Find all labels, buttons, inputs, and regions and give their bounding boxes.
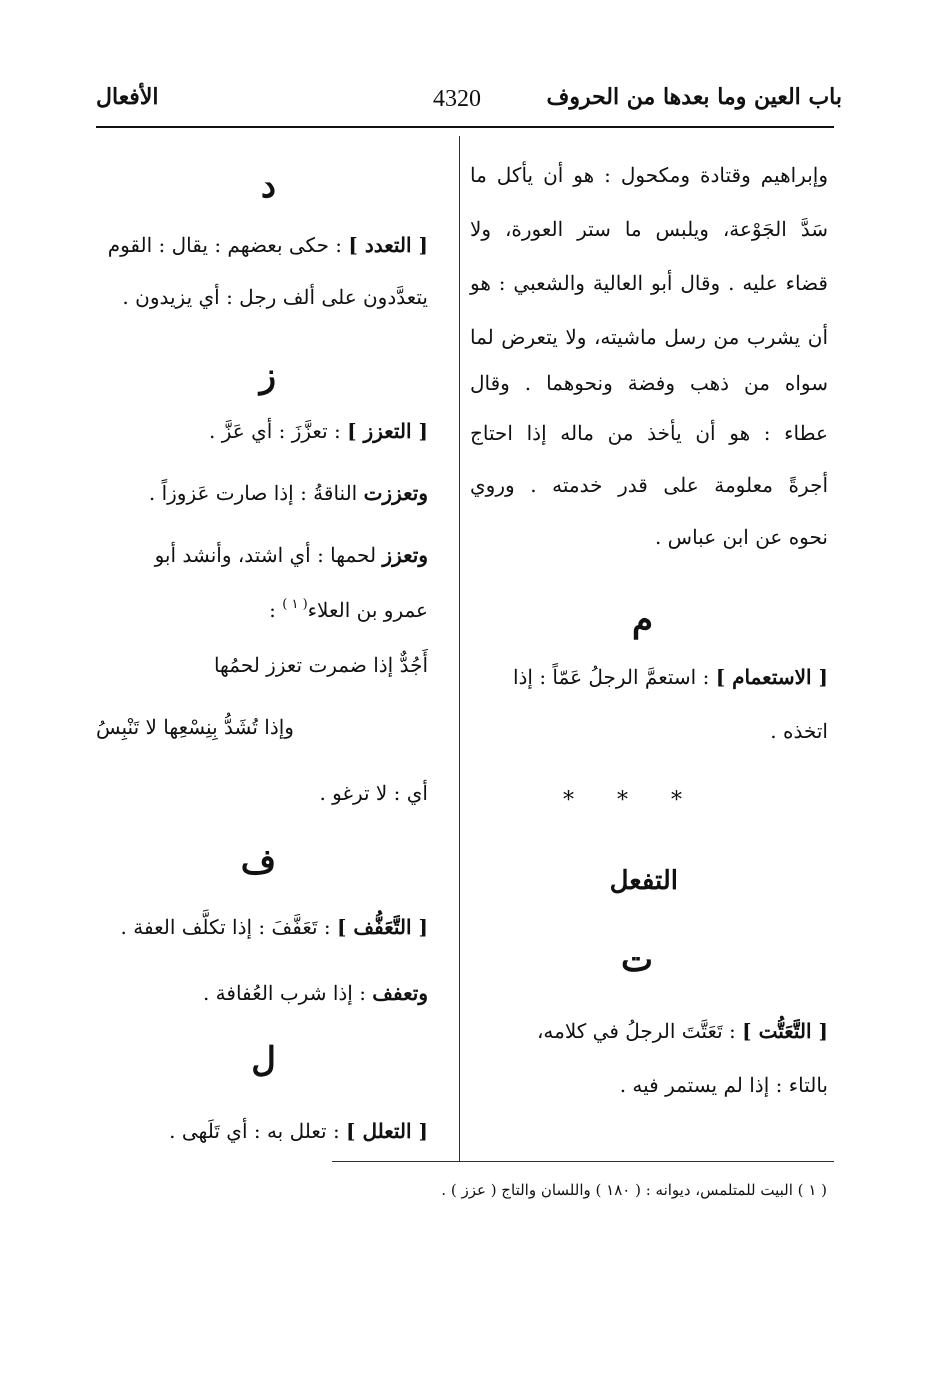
footnote-reference: ( ١ ) <box>282 597 308 612</box>
text-line: سواه من ذهب وفضة ونحوهما . وقال <box>470 371 828 395</box>
entry-headword: [ التعدد ] <box>348 233 428 257</box>
letter-heading-mim: م <box>631 600 653 640</box>
footnote-rule <box>332 1161 834 1162</box>
entry-text: : حكى بعضهم : يقال : القوم <box>107 233 343 257</box>
entry-text: : إذا شرب العُفافة . <box>202 981 366 1005</box>
text-line: بالتاء : إذا لم يستمر فيه . <box>619 1073 828 1097</box>
entry-headword: [ الاستعمام ] <box>715 665 828 689</box>
letter-heading-ta: ت <box>620 940 653 980</box>
entry-headword: وتعزز <box>382 543 428 567</box>
column-divider <box>459 136 460 1161</box>
text-line: أن يشرب من رسل ماشيته، ولا يتعرض لما <box>470 325 829 349</box>
entry-taallul <box>169 1116 428 1146</box>
entry-uffafa <box>203 978 428 1008</box>
running-head-chapter: باب العين وما بعدها من الحروف <box>546 84 842 110</box>
running-head-section: الأفعال <box>96 84 159 110</box>
entry-headword: [ التَّعَفُّف ] <box>336 915 428 939</box>
text-line: سَدَّ الجَوْعة، ويلبس ما ستر العورة، ولا <box>470 217 828 241</box>
header-rule <box>96 126 834 128</box>
entry-naqa <box>149 478 428 508</box>
verse-line-1: أَجُدٌّ إذا ضمرت تعزز لحمُها <box>213 653 428 677</box>
text-line: نحوه عن ابن عباس . <box>654 525 828 549</box>
text-line: وإبراهيم وقتادة ومكحول : هو أن يأكل ما <box>470 163 828 187</box>
section-separator-stars: * * * <box>563 788 700 813</box>
entry-text: : تَعَتَّتَ الرجلُ في كلامه، <box>536 1019 736 1043</box>
section-title: التفعل <box>609 866 678 896</box>
letter-heading-fa: ف <box>240 842 276 882</box>
text-line: أجرةً معلومة على قدر خدمته . وروي <box>470 473 828 497</box>
entry-headword: [ التَّعَتُّت ] <box>742 1019 828 1043</box>
text-line <box>269 590 428 625</box>
entry-text: عمرو بن العلاء <box>307 598 428 622</box>
footnote: ( ١ ) البيت للمتلمس، ديوانه : ( ١٨٠ ) واللسان والتاج ( عزز ) . <box>441 1181 827 1199</box>
text-line: قضاء عليه . وقال أبو العالية والشعبي : هو <box>470 271 828 295</box>
entry-headword: وتعززت <box>363 481 428 505</box>
entry-text: : تَعَفَّفَ : إذا تكلَّف العفة . <box>120 915 331 939</box>
letter-heading-lam: ل <box>251 1040 276 1080</box>
entry-text: لحمها : أي اشتد، وأنشد أبو <box>154 543 377 567</box>
entry-lahm <box>155 540 428 570</box>
verse-gloss: أي : لا ترغو . <box>319 781 428 805</box>
entry-text: : تعزَّزَ : أي عَزَّ . <box>209 419 341 443</box>
entry-headword: [ التعزز ] <box>347 419 428 443</box>
letter-heading-zay: ز <box>259 356 276 396</box>
entry-headword: وتعفف <box>372 981 428 1005</box>
verse-line-2: وإذا تُشَدُّ بِنِسْعِها لا تَنْبِسُ <box>96 715 294 739</box>
letter-heading-dal: د <box>260 166 276 206</box>
entry-text: : تعلل به : أي تَلَهى . <box>169 1119 340 1143</box>
text-line: عطاء : هو أن يأخذ من ماله إذا احتاج <box>470 421 828 445</box>
entry-text: : <box>269 598 276 622</box>
entry-text: الناقةُ : إذا صارت عَزوزاً . <box>148 481 358 505</box>
text-line: اتخذه . <box>770 719 828 743</box>
entry-headword: [ التعلل ] <box>346 1119 428 1143</box>
entry-taazzuz <box>209 416 428 446</box>
entry-istiamam <box>513 662 828 692</box>
entry-text: : استعمَّ الرجلُ عَمّاً : إذا <box>512 665 710 689</box>
entry-taattut <box>537 1016 828 1046</box>
entry-taaffuf <box>121 912 428 942</box>
entry-taadud <box>108 230 428 260</box>
text-line: يتعدَّدون على ألف رجل : أي يزيدون . <box>122 285 428 309</box>
page-number: 4320 <box>433 86 481 112</box>
